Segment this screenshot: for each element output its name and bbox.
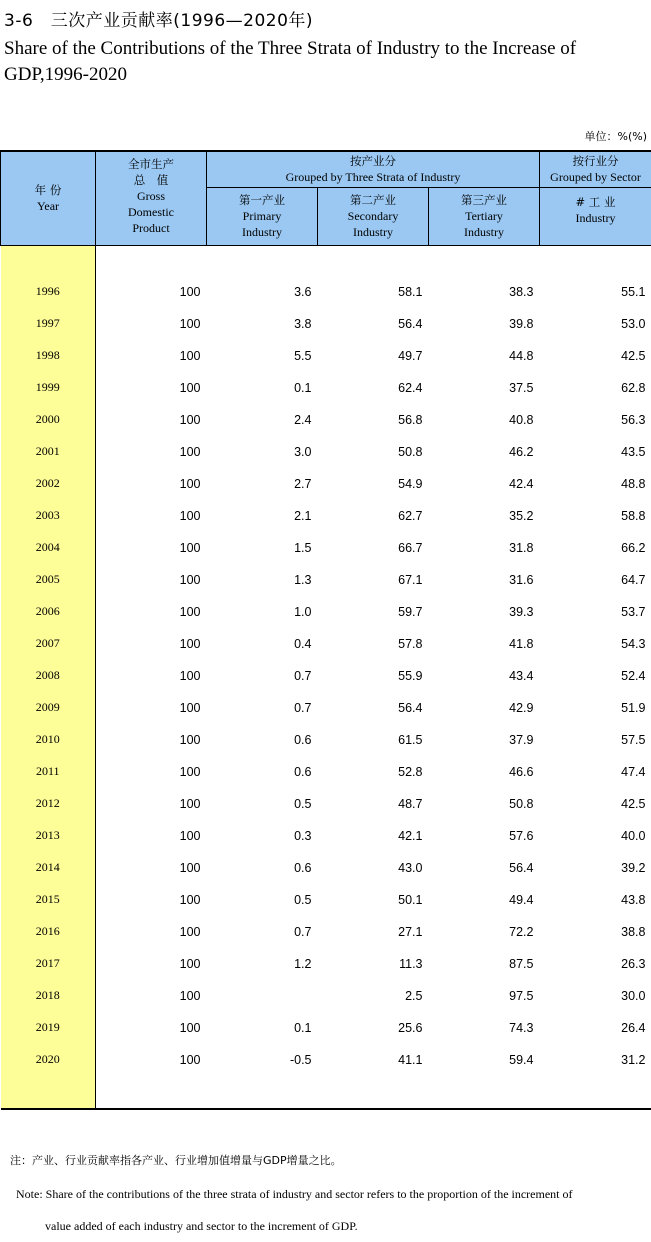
industry-cell: 62.8: [540, 372, 651, 404]
tertiary-header-en: Tertiary Industry: [459, 208, 509, 240]
gdp-cell: 100: [96, 820, 207, 852]
gdp-cell: 100: [96, 372, 207, 404]
gdp-cell: 100: [96, 788, 207, 820]
gdp-cell: 100: [96, 596, 207, 628]
primary-cell: 1.2: [207, 948, 318, 980]
table-row: [1, 916, 651, 948]
table-row: [1, 628, 651, 660]
year-cell: 2003: [1, 500, 96, 532]
primary-cell: 2.1: [207, 500, 318, 532]
secondary-cell: 62.7: [318, 500, 429, 532]
gdp-header-cn: 全市生产总 值: [123, 156, 179, 188]
year-cell: 2009: [1, 692, 96, 724]
gdp-header-en: Gross Domestic Product: [121, 188, 181, 236]
gdp-cell: 100: [96, 724, 207, 756]
secondary-cell: 62.4: [318, 372, 429, 404]
secondary-header: [318, 187, 429, 245]
table-title-cn: 3-6 三次产业贡献率(1996—2020年): [4, 6, 313, 31]
primary-cell: 0.3: [207, 820, 318, 852]
secondary-cell: 67.1: [318, 564, 429, 596]
table-row: [1, 596, 651, 628]
tertiary-cell: 59.4: [429, 1044, 540, 1076]
industry-cell: 56.3: [540, 404, 651, 436]
secondary-cell: 49.7: [318, 340, 429, 372]
sector-group-header-cn: 按行业分: [540, 153, 651, 169]
secondary-cell: 61.5: [318, 724, 429, 756]
table-row: [1, 692, 651, 724]
year-cell: 1996: [1, 276, 96, 308]
primary-cell: 3.0: [207, 436, 318, 468]
tertiary-cell: 72.2: [429, 916, 540, 948]
year-cell: 2019: [1, 1012, 96, 1044]
year-cell: 2007: [1, 628, 96, 660]
industry-cell: 51.9: [540, 692, 651, 724]
table-row: [1, 340, 651, 372]
gdp-cell: 100: [96, 980, 207, 1012]
table-row: [1, 372, 651, 404]
year-cell: 2013: [1, 820, 96, 852]
year-cell: 2014: [1, 852, 96, 884]
secondary-cell: 50.8: [318, 436, 429, 468]
gdp-cell: 100: [96, 948, 207, 980]
year-cell: 2004: [1, 532, 96, 564]
spacer-row-bottom: [1, 1076, 651, 1109]
industry-cell: 53.7: [540, 596, 651, 628]
gdp-cell: 100: [96, 692, 207, 724]
year-header: [1, 151, 96, 245]
primary-header: [207, 187, 318, 245]
primary-cell: 0.1: [207, 372, 318, 404]
sector-group-header: [540, 151, 651, 187]
table-row: [1, 436, 651, 468]
footnote-en-line2: value added of each industry and sector to the increment of GDP.: [16, 1210, 644, 1242]
secondary-cell: 56.4: [318, 308, 429, 340]
primary-cell: 3.8: [207, 308, 318, 340]
tertiary-cell: 97.5: [429, 980, 540, 1012]
gdp-cell: 100: [96, 1044, 207, 1076]
year-header-cn: 年 份: [1, 182, 95, 198]
industry-cell: 47.4: [540, 756, 651, 788]
tertiary-cell: 39.3: [429, 596, 540, 628]
primary-cell: 0.7: [207, 692, 318, 724]
tertiary-cell: 46.2: [429, 436, 540, 468]
industry-cell: 53.0: [540, 308, 651, 340]
year-cell: 2000: [1, 404, 96, 436]
year-cell: 2012: [1, 788, 96, 820]
tertiary-cell: 50.8: [429, 788, 540, 820]
secondary-cell: 48.7: [318, 788, 429, 820]
gdp-cell: 100: [96, 884, 207, 916]
secondary-cell: 27.1: [318, 916, 429, 948]
secondary-cell: 43.0: [318, 852, 429, 884]
gdp-cell: 100: [96, 308, 207, 340]
tertiary-header: [429, 187, 540, 245]
industry-cell: 43.8: [540, 884, 651, 916]
secondary-cell: 57.8: [318, 628, 429, 660]
primary-cell: [207, 980, 318, 1012]
table-row: [1, 948, 651, 980]
sector-group-header-en: Grouped by Sector: [540, 169, 651, 185]
gdp-cell: 100: [96, 468, 207, 500]
year-cell: 2006: [1, 596, 96, 628]
industry-cell: 55.1: [540, 276, 651, 308]
secondary-cell: 56.4: [318, 692, 429, 724]
tertiary-cell: 56.4: [429, 852, 540, 884]
tertiary-cell: 87.5: [429, 948, 540, 980]
strata-group-header-en: Grouped by Three Strata of Industry: [207, 169, 539, 185]
secondary-cell: 55.9: [318, 660, 429, 692]
secondary-header-cn: 第二产业: [318, 192, 428, 208]
gdp-cell: 100: [96, 404, 207, 436]
secondary-header-en: Secondary Industry: [342, 208, 404, 240]
table-header: [1, 151, 651, 245]
tertiary-cell: 35.2: [429, 500, 540, 532]
gdp-cell: 100: [96, 852, 207, 884]
secondary-cell: 52.8: [318, 756, 429, 788]
industry-cell: 64.7: [540, 564, 651, 596]
gdp-cell: 100: [96, 1012, 207, 1044]
year-cell: 2002: [1, 468, 96, 500]
primary-cell: 1.0: [207, 596, 318, 628]
primary-cell: 0.5: [207, 884, 318, 916]
table-row: [1, 276, 651, 308]
strata-group-header: [207, 151, 540, 187]
tertiary-cell: 31.6: [429, 564, 540, 596]
gdp-header: [96, 151, 207, 245]
industry-cell: 26.3: [540, 948, 651, 980]
industry-cell: 42.5: [540, 340, 651, 372]
table-row: [1, 884, 651, 916]
gdp-cell: 100: [96, 916, 207, 948]
year-cell: 2017: [1, 948, 96, 980]
year-cell: 2020: [1, 1044, 96, 1076]
table-row: [1, 788, 651, 820]
industry-cell: 42.5: [540, 788, 651, 820]
year-cell: 2008: [1, 660, 96, 692]
year-cell: 2010: [1, 724, 96, 756]
secondary-cell: 50.1: [318, 884, 429, 916]
industry-cell: 26.4: [540, 1012, 651, 1044]
industry-cell: 54.3: [540, 628, 651, 660]
statistics-table: [0, 150, 651, 1110]
tertiary-cell: 43.4: [429, 660, 540, 692]
primary-cell: 3.6: [207, 276, 318, 308]
industry-header-en: Industry: [540, 210, 651, 226]
primary-cell: 2.4: [207, 404, 318, 436]
tertiary-cell: 42.4: [429, 468, 540, 500]
table-row: [1, 1044, 651, 1076]
unit-label: 单位：%(%): [585, 128, 648, 144]
table-row: [1, 724, 651, 756]
tertiary-cell: 46.6: [429, 756, 540, 788]
table-row: [1, 532, 651, 564]
gdp-cell: 100: [96, 628, 207, 660]
industry-cell: 48.8: [540, 468, 651, 500]
industry-cell: 40.0: [540, 820, 651, 852]
tertiary-cell: 74.3: [429, 1012, 540, 1044]
industry-cell: 52.4: [540, 660, 651, 692]
industry-cell: 30.0: [540, 980, 651, 1012]
primary-cell: -0.5: [207, 1044, 318, 1076]
primary-cell: 1.5: [207, 532, 318, 564]
primary-cell: 0.7: [207, 660, 318, 692]
table-row: [1, 468, 651, 500]
table-row: [1, 308, 651, 340]
primary-cell: 0.4: [207, 628, 318, 660]
table-row: [1, 980, 651, 1012]
tertiary-cell: 40.8: [429, 404, 540, 436]
tertiary-cell: 39.8: [429, 308, 540, 340]
footnote-cn: 注：产业、行业贡献率指各产业、行业增加值增量与GDP增量之比。: [10, 1152, 342, 1168]
year-cell: 1998: [1, 340, 96, 372]
tertiary-cell: 49.4: [429, 884, 540, 916]
primary-cell: 0.6: [207, 852, 318, 884]
primary-cell: 0.7: [207, 916, 318, 948]
spacer-row-top: [1, 245, 651, 276]
primary-cell: 0.5: [207, 788, 318, 820]
year-cell: 2018: [1, 980, 96, 1012]
gdp-cell: 100: [96, 660, 207, 692]
industry-cell: 38.8: [540, 916, 651, 948]
primary-cell: 0.6: [207, 724, 318, 756]
strata-group-header-cn: 按产业分: [207, 153, 539, 169]
footnote-en-line1: Note: Share of the contributions of the three strata of industry and sector refers to the proportion of the increment of: [16, 1187, 573, 1201]
primary-cell: 0.1: [207, 1012, 318, 1044]
primary-cell: 1.3: [207, 564, 318, 596]
primary-cell: 5.5: [207, 340, 318, 372]
secondary-cell: 59.7: [318, 596, 429, 628]
table-row: [1, 404, 651, 436]
table-row: [1, 660, 651, 692]
table-row: [1, 1012, 651, 1044]
table-body: [1, 245, 651, 1109]
gdp-cell: 100: [96, 436, 207, 468]
industry-cell: 66.2: [540, 532, 651, 564]
primary-cell: 0.6: [207, 756, 318, 788]
secondary-cell: 41.1: [318, 1044, 429, 1076]
tertiary-header-cn: 第三产业: [429, 192, 539, 208]
tertiary-cell: 37.9: [429, 724, 540, 756]
secondary-cell: 54.9: [318, 468, 429, 500]
secondary-cell: 56.8: [318, 404, 429, 436]
secondary-cell: 42.1: [318, 820, 429, 852]
secondary-cell: 58.1: [318, 276, 429, 308]
year-cell: 1999: [1, 372, 96, 404]
year-cell: 2015: [1, 884, 96, 916]
secondary-cell: 25.6: [318, 1012, 429, 1044]
gdp-cell: 100: [96, 340, 207, 372]
gdp-cell: 100: [96, 500, 207, 532]
year-cell: 1997: [1, 308, 96, 340]
table-row: [1, 756, 651, 788]
table-row: [1, 500, 651, 532]
secondary-cell: 11.3: [318, 948, 429, 980]
tertiary-cell: 31.8: [429, 532, 540, 564]
industry-cell: 31.2: [540, 1044, 651, 1076]
secondary-cell: 2.5: [318, 980, 429, 1012]
tertiary-cell: 44.8: [429, 340, 540, 372]
tertiary-cell: 42.9: [429, 692, 540, 724]
gdp-cell: 100: [96, 532, 207, 564]
primary-header-cn: 第一产业: [207, 192, 317, 208]
table-row: [1, 820, 651, 852]
industry-cell: 43.5: [540, 436, 651, 468]
gdp-cell: 100: [96, 756, 207, 788]
industry-header: [540, 187, 651, 245]
tertiary-cell: 38.3: [429, 276, 540, 308]
gdp-cell: 100: [96, 564, 207, 596]
primary-cell: 2.7: [207, 468, 318, 500]
primary-header-en: Primary Industry: [237, 208, 287, 240]
year-cell: 2016: [1, 916, 96, 948]
industry-header-cn: # 工 业: [540, 194, 651, 210]
year-cell: 2011: [1, 756, 96, 788]
industry-cell: 58.8: [540, 500, 651, 532]
year-cell: 2001: [1, 436, 96, 468]
gdp-cell: 100: [96, 276, 207, 308]
tertiary-cell: 37.5: [429, 372, 540, 404]
secondary-cell: 66.7: [318, 532, 429, 564]
year-header-en: Year: [1, 198, 95, 214]
industry-cell: 39.2: [540, 852, 651, 884]
table-title-en: Share of the Contributions of the Three Strata of Industry to the Increase of GDP,1996-2020: [4, 36, 644, 88]
industry-cell: 57.5: [540, 724, 651, 756]
table-row: [1, 564, 651, 596]
tertiary-cell: 41.8: [429, 628, 540, 660]
footnote-en: [16, 1178, 644, 1242]
table-row: [1, 852, 651, 884]
year-cell: 2005: [1, 564, 96, 596]
tertiary-cell: 57.6: [429, 820, 540, 852]
